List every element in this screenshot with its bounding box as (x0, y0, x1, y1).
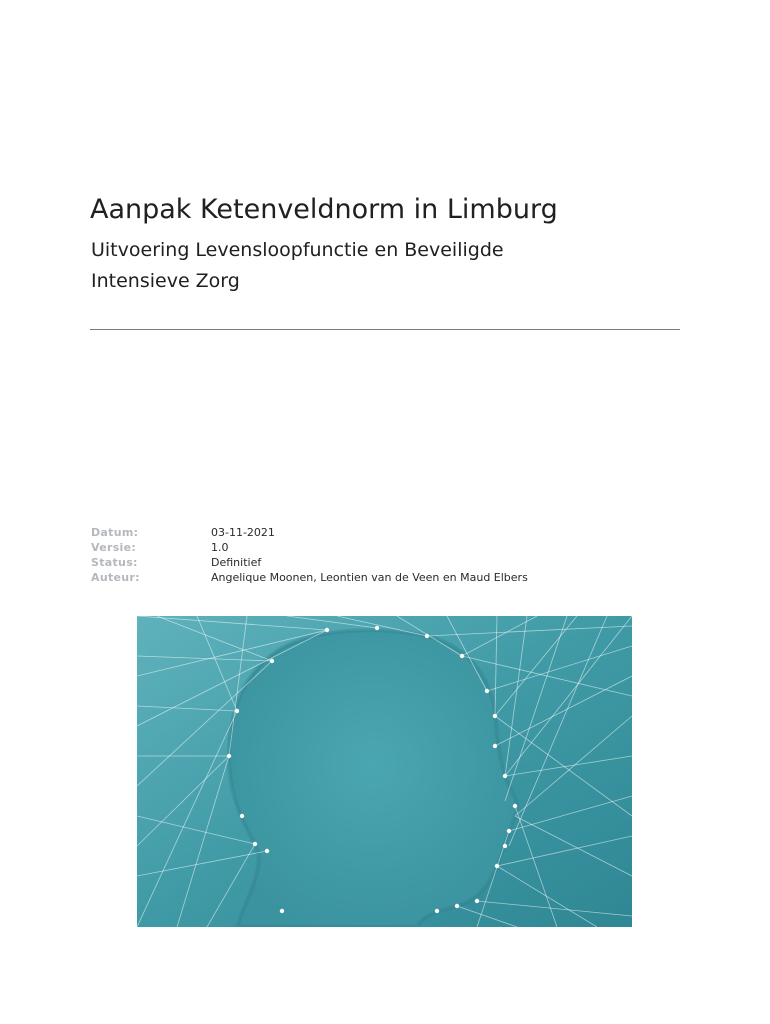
meta-value: Definitief (211, 556, 262, 569)
title-divider (90, 329, 680, 330)
meta-label: Versie: (91, 541, 137, 554)
document-subtitle (91, 235, 691, 297)
meta-row-date (91, 525, 691, 540)
meta-label: Status: (91, 556, 138, 569)
meta-label: Auteur: (91, 571, 140, 584)
meta-row-status (91, 555, 691, 570)
cover-image (137, 616, 632, 927)
meta-value: Angelique Moonen, Leontien van de Veen en Maud Elbers (211, 571, 528, 584)
meta-label: Datum: (91, 526, 139, 539)
subtitle-line-2: Intensieve Zorg (91, 270, 240, 292)
meta-value: 1.0 (211, 541, 229, 554)
head-silhouette (229, 630, 517, 927)
meta-row-author (91, 570, 691, 585)
document-metadata (91, 525, 691, 585)
document-title: Aanpak Ketenveldnorm in Limburg (90, 194, 558, 225)
meta-row-version (91, 540, 691, 555)
subtitle-line-1: Uitvoering Levensloopfunctie en Beveiligde (91, 239, 504, 261)
meta-value: 03-11-2021 (211, 526, 275, 539)
